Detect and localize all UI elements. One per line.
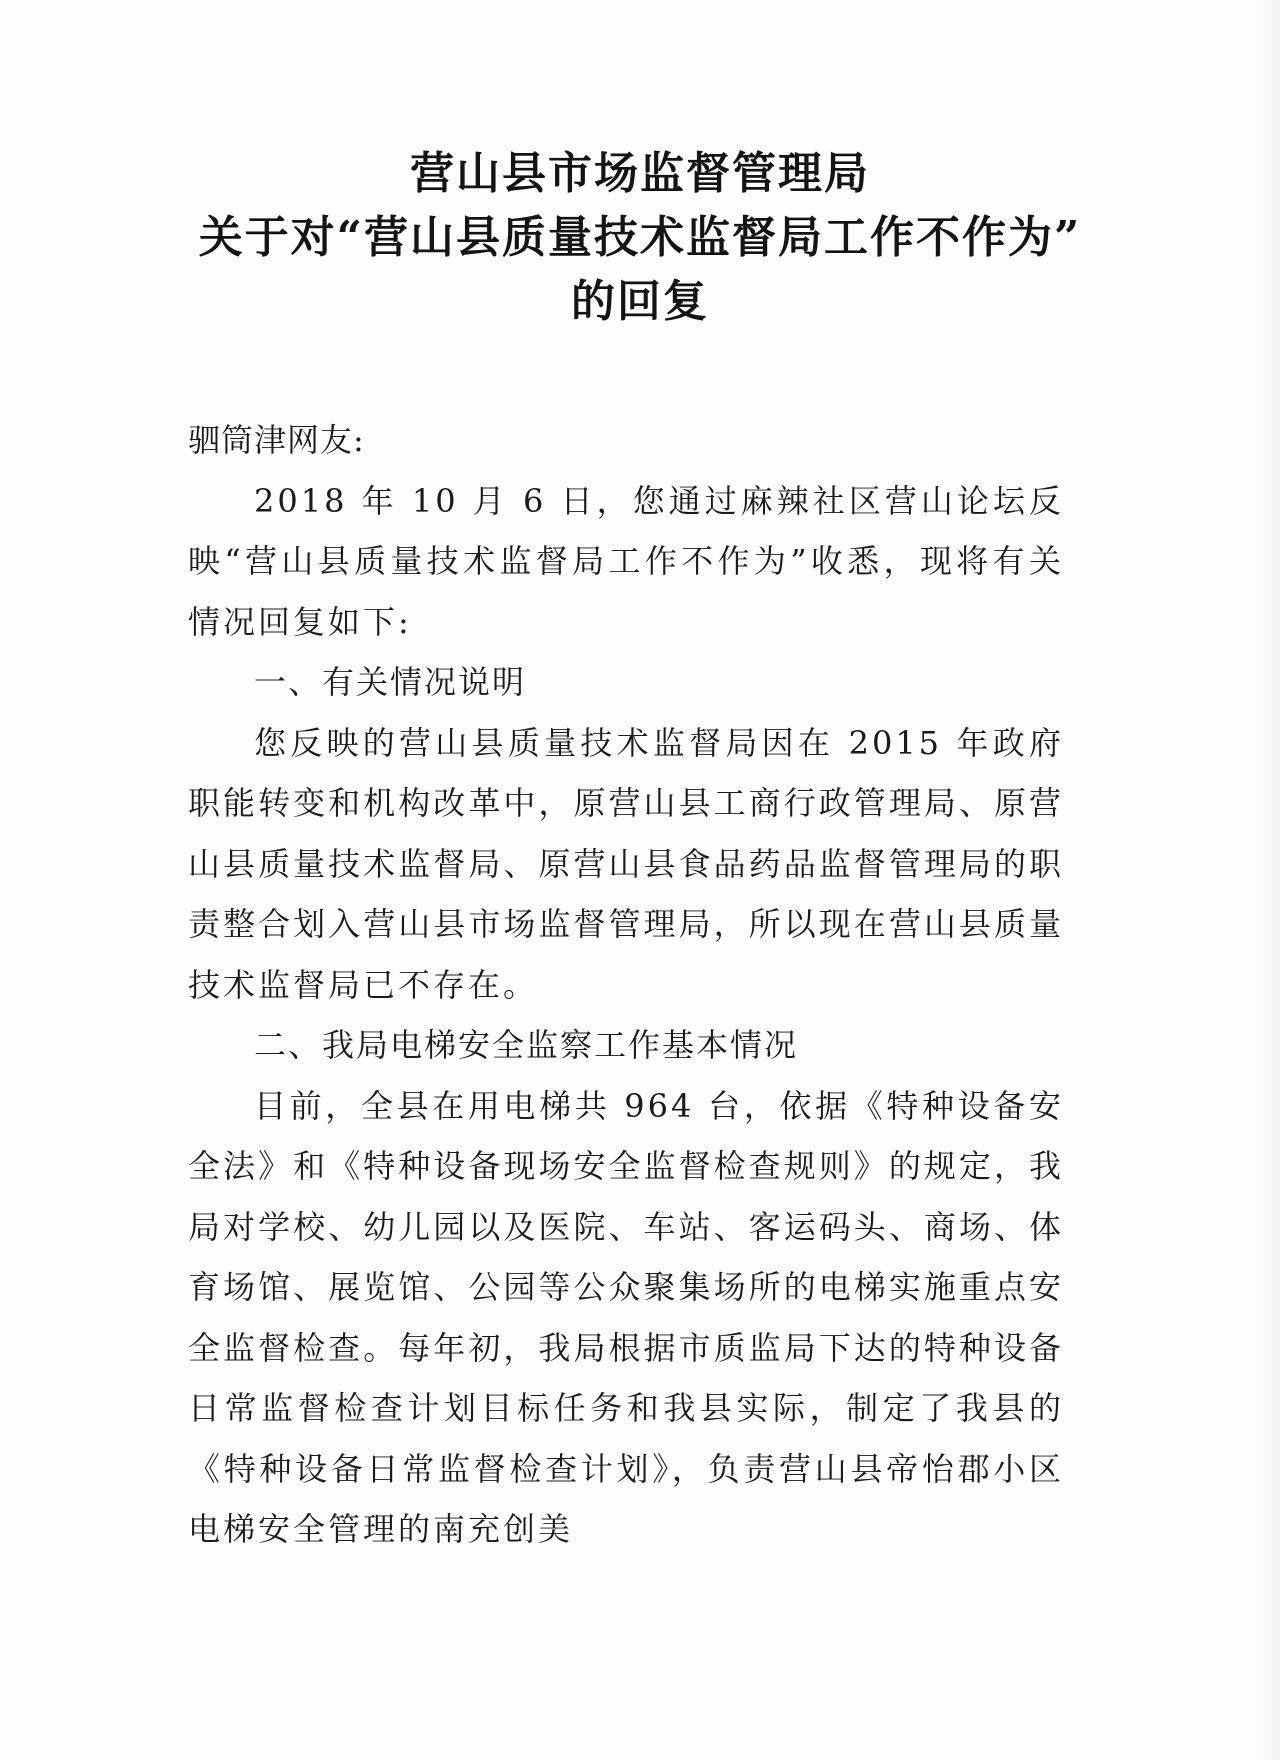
- title-line-1: 营山县市场监督管理局: [410, 148, 870, 199]
- document-title: [150, 142, 1130, 334]
- scan-edge-shadow: [1258, 0, 1280, 1760]
- section-heading-1: 一、有关情况说明: [254, 663, 527, 701]
- title-line-2: 关于对“营山县质量技术监督局工作不作为”: [198, 212, 1082, 263]
- title-line-3: 的回复: [571, 276, 709, 327]
- section-heading-2: 二、我局电梯安全监察工作基本情况: [254, 1026, 799, 1064]
- paragraph-section-1: 您反映的营山县质量技术监督局因在 2015 年政府职能转变和机构改革中，原营山县工商行政管理局、原营山县质量技术监督局、原营山县食品药品监督管理局的职责整合划入营山县市场监督管理局，所以现在营山县质量技术监督局已不存在。: [188, 723, 1064, 1004]
- paragraph-section-2: 目前，全县在用电梯共 964 台，依据《特种设备安全法》和《特种设备现场安全监督检查规则》的规定，我局对学校、幼儿园以及医院、车站、客运码头、商场、体育场馆、展览馆、公园等公众聚集场所的电梯实施重点安全监督检查。每年初，我局根据市质监局下达的特种设备日常监督检查计划目标任务和我县实际，制定了我县的《特种设备日常监督检查计划》，负责营山县帝怡郡小区电梯安全管理的南充创美: [188, 1086, 1064, 1548]
- salutation: 驷筒津网友:: [188, 421, 365, 459]
- paragraph-intro: 2018 年 10 月 6 日，您通过麻辣社区营山论坛反映“营山县质量技术监督局工作不作为”收悉，现将有关情况回复如下:: [188, 481, 1064, 641]
- letter-body: [188, 410, 1064, 1560]
